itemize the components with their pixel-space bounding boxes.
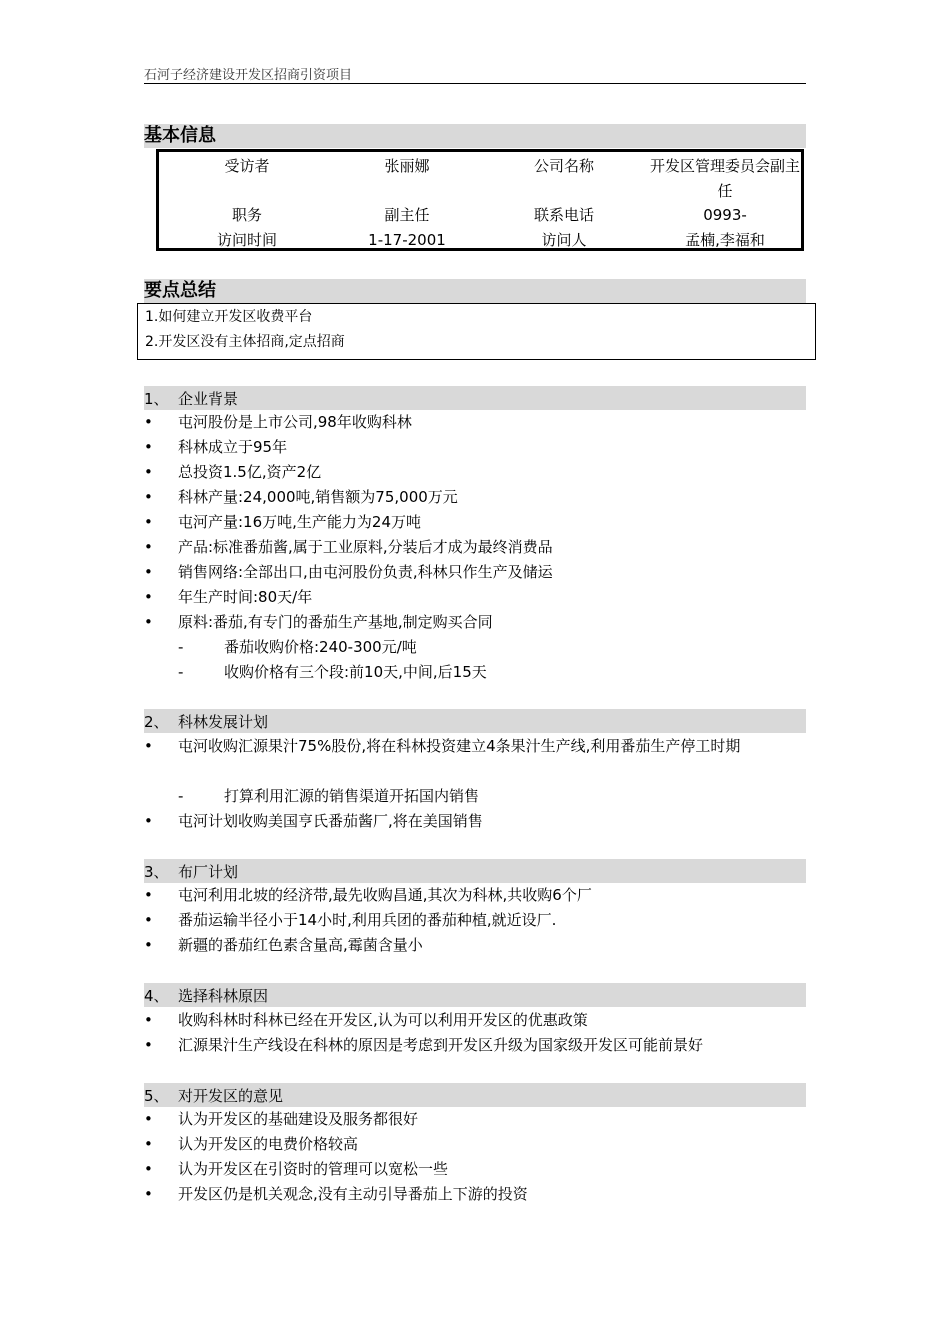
bullet-icon: • xyxy=(144,1185,153,1203)
list-item-text: 科林成立于95年 xyxy=(178,438,288,456)
section-number: 5、 xyxy=(144,1087,169,1105)
bullet-icon: • xyxy=(144,413,153,431)
header-divider xyxy=(144,83,806,84)
list-item-text: 番茄运输半径小于14小时,利用兵团的番茄种植,就近设厂. xyxy=(178,911,557,929)
section-title: 企业背景 xyxy=(178,390,239,408)
summary-box xyxy=(137,303,816,360)
list-item-text: 屯河股份是上市公司,98年收购科林 xyxy=(178,413,412,431)
info-value-visit-time: 1-17-2001 xyxy=(368,231,446,249)
bullet-icon: • xyxy=(144,563,153,581)
section-3-header xyxy=(144,859,806,883)
bullet-icon: • xyxy=(144,613,153,631)
list-item-text: 屯河收购汇源果汁75%股份,将在科林投资建立4条果汁生产线,利用番茄生产停工时期 xyxy=(178,737,741,755)
section-5-header xyxy=(144,1083,806,1107)
section-number: 2、 xyxy=(144,713,169,731)
bullet-icon: • xyxy=(144,513,153,531)
info-label-visitor: 访问人 xyxy=(541,231,587,249)
list-item-text: 认为开发区在引资时的管理可以宽松一些 xyxy=(178,1160,449,1178)
section-1-header xyxy=(144,386,806,410)
bullet-icon: • xyxy=(144,812,153,830)
basic-info-header xyxy=(144,124,806,148)
bullet-icon: • xyxy=(144,588,153,606)
basic-info-title: 基本信息 xyxy=(144,125,216,146)
list-item-text: 屯河利用北坡的经济带,最先收购昌通,其次为科林,共收购6个厂 xyxy=(178,886,592,904)
section-title: 对开发区的意见 xyxy=(178,1087,284,1105)
list-item-text: 新疆的番茄红色素含量高,霉菌含量小 xyxy=(178,936,423,954)
summary-item: 1.如何建立开发区收费平台 xyxy=(145,309,313,325)
bullet-icon: • xyxy=(144,438,153,456)
info-value-position: 副主任 xyxy=(384,206,430,224)
list-item-text: 总投资1.5亿,资产2亿 xyxy=(178,463,322,481)
dash-icon: - xyxy=(178,787,184,805)
list-item-text: 开发区仍是机关观念,没有主动引导番茄上下游的投资 xyxy=(178,1185,528,1203)
section-number: 3、 xyxy=(144,863,169,881)
bullet-icon: • xyxy=(144,1110,153,1128)
sub-list-item-text: 收购价格有三个段:前10天,中间,后15天 xyxy=(224,663,487,681)
sub-list-item-text: 打算利用汇源的销售渠道开拓国内销售 xyxy=(224,787,480,805)
list-item-text: 屯河产量:16万吨,生产能力为24万吨 xyxy=(178,513,421,531)
bullet-icon: • xyxy=(144,1135,153,1153)
list-item-text: 认为开发区的基础建设及服务都很好 xyxy=(178,1110,419,1128)
list-item-text: 收购科林时科林已经在开发区,认为可以利用开发区的优惠政策 xyxy=(178,1011,588,1029)
section-2-header xyxy=(144,709,806,733)
info-value-phone: 0993- xyxy=(703,206,747,224)
list-item-text: 屯河计划收购美国亨氏番茄酱厂,将在美国销售 xyxy=(178,812,483,830)
list-item-text: 年生产时间:80天/年 xyxy=(178,588,313,606)
list-item-text: 原料:番茄,有专门的番茄生产基地,制定购买合同 xyxy=(178,613,493,631)
list-item-text: 汇源果汁生产线设在科林的原因是考虑到开发区升级为国家级开发区可能前景好 xyxy=(178,1036,704,1054)
section-title: 选择科林原因 xyxy=(178,987,269,1005)
dash-icon: - xyxy=(178,663,184,681)
section-number: 4、 xyxy=(144,987,169,1005)
info-label-interviewee: 受访者 xyxy=(224,157,270,175)
bullet-icon: • xyxy=(144,1036,153,1054)
list-item-text: 产品:标准番茄酱,属于工业原料,分装后才成为最终消费品 xyxy=(178,538,553,556)
info-label-position: 职务 xyxy=(231,206,262,224)
summary-title: 要点总结 xyxy=(144,280,216,301)
list-item-text: 科林产量:24,000吨,销售额为75,000万元 xyxy=(178,488,458,506)
bullet-icon: • xyxy=(144,1160,153,1178)
list-item-text: 销售网络:全部出口,由屯河股份负责,科林只作生产及储运 xyxy=(178,563,553,581)
section-title: 科林发展计划 xyxy=(178,713,269,731)
section-4-header xyxy=(144,983,806,1007)
bullet-icon: • xyxy=(144,1011,153,1029)
sub-list-item-text: 番茄收购价格:240-300元/吨 xyxy=(224,638,417,656)
section-title: 布厂计划 xyxy=(178,863,239,881)
list-item-text: 认为开发区的电费价格较高 xyxy=(178,1135,359,1153)
bullet-icon: • xyxy=(144,911,153,929)
info-value-interviewee: 张丽娜 xyxy=(384,157,430,175)
bullet-icon: • xyxy=(144,737,153,755)
bullet-icon: • xyxy=(144,936,153,954)
summary-header xyxy=(144,279,806,303)
info-label-visit-time: 访问时间 xyxy=(216,231,277,249)
info-value-company: 开发区管理委员会副主任 xyxy=(649,157,800,200)
bullet-icon: • xyxy=(144,463,153,481)
info-label-phone: 联系电话 xyxy=(533,206,594,224)
bullet-icon: • xyxy=(144,488,153,506)
info-label-company: 公司名称 xyxy=(533,157,594,175)
section-number: 1、 xyxy=(144,390,169,408)
summary-item: 2.开发区没有主体招商,定点招商 xyxy=(145,334,345,350)
bullet-icon: • xyxy=(144,538,153,556)
dash-icon: - xyxy=(178,638,184,656)
bullet-icon: • xyxy=(144,886,153,904)
document-header-title: 石河子经济建设开发区招商引资项目 xyxy=(144,68,353,83)
info-value-visitor: 孟楠,李福和 xyxy=(685,231,765,249)
basic-info-table xyxy=(156,149,804,251)
